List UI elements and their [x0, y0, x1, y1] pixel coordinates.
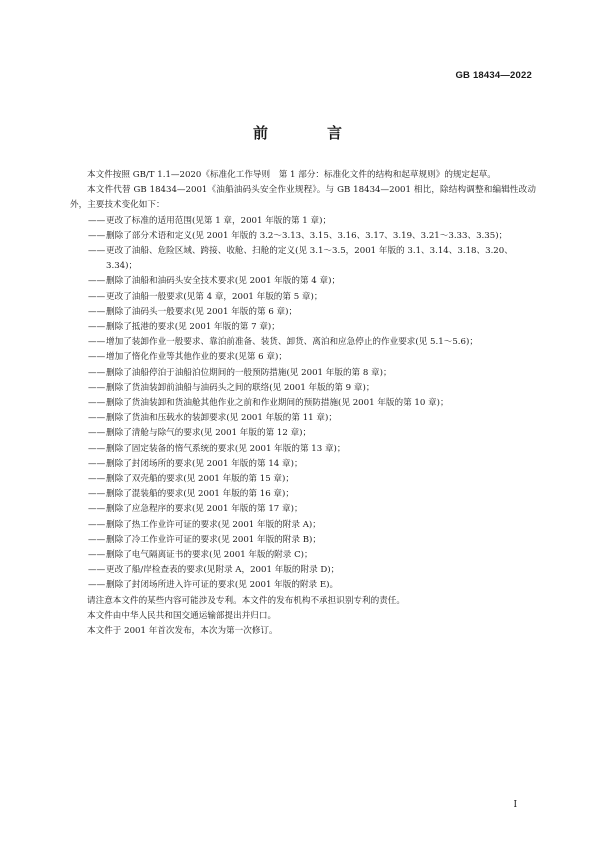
- list-dash: ——: [88, 367, 106, 378]
- list-item-text: 更改了船/岸检查表的要求(见附录 A，2001 年版的附录 D)；: [106, 565, 340, 576]
- list-dash: ——: [88, 398, 106, 409]
- list-dash: ——: [88, 276, 106, 287]
- list-item-text: 删除了封闭场所进入许可证的要求(见 2001 年版的附录 E)。: [106, 580, 339, 591]
- list-dash: ——: [88, 504, 106, 515]
- list-item: [70, 244, 536, 274]
- list-item: [70, 290, 536, 305]
- list-item-text: 删除了应急程序的要求(见 2001 年版的第 17 章)；: [106, 504, 303, 515]
- list-item-text: 删除了清舱与除气的要求(见 2001 年版的第 12 章)；: [106, 428, 312, 439]
- paragraph: 本文件由中华人民共和国交通运输部提出并归口。: [87, 610, 277, 621]
- list-item-text: 删除了货油装卸和货油舱其他作业之前和作业期间的预防措施(见 2001 年版的第 10 章)；: [106, 398, 449, 409]
- list-item-text: 删除了固定装备的惰气系统的要求(见 2001 年版的第 13 章)；: [106, 443, 346, 454]
- page-number: Ⅰ: [513, 800, 517, 810]
- intro-paragraphs: [70, 168, 536, 214]
- list-dash: ——: [88, 474, 106, 485]
- list-item: [70, 533, 536, 548]
- list-item: [70, 502, 536, 517]
- list-dash: ——: [88, 519, 106, 530]
- list-item: [70, 335, 536, 350]
- list-item: [70, 411, 536, 426]
- paragraph: 请注意本文件的某些内容可能涉及专利。本文件的发布机构不承担识别专利的责任。: [87, 595, 405, 606]
- closing-paragraphs: [70, 594, 536, 640]
- list-dash: ——: [88, 428, 106, 439]
- document-body: [70, 168, 536, 639]
- list-dash: ——: [88, 322, 106, 333]
- list-item-text: 删除了电气隔离证书的要求(见 2001 年版的附录 C)；: [106, 550, 313, 561]
- changes-list: [70, 214, 536, 594]
- standard-code: GB 18434—2022: [455, 70, 532, 81]
- list-item-text: 删除了抵港的要求(见 2001 年版的第 7 章)；: [106, 322, 280, 333]
- list-item-text: 增加了惰化作业等其他作业的要求(见第 6 章)；: [106, 352, 287, 363]
- list-item-text: 删除了部分术语和定义(见 2001 年版的 3.2～3.13、3.15、3.16、3.17、3.19、3.21～3.33、3.35)；: [106, 230, 508, 241]
- list-item: [70, 350, 536, 365]
- paragraph: 本文件按照 GB/T 1.1—2020《标准化工作导则 第 1 部分：标准化文件的结构和起草规则》的规定起草。: [87, 170, 496, 180]
- list-item-text: 删除了冷工作业许可证的要求(见 2001 年版的附录 B)；: [106, 534, 321, 545]
- list-item-text: 删除了货油和压载水的装卸要求(见 2001 年版的第 11 章)；: [106, 413, 337, 424]
- list-item: [70, 472, 536, 487]
- list-item-text: 删除了货油装卸前油船与油码头之间的联络(见 2001 年版的第 9 章)；: [106, 382, 375, 393]
- list-item-text: 删除了油船停泊于油船泊位期间的一般预防措施(见 2001 年版的第 8 章)；: [106, 367, 392, 378]
- list-dash: ——: [88, 306, 106, 317]
- list-item: [70, 320, 536, 335]
- list-dash: ——: [88, 382, 106, 393]
- list-dash: ——: [88, 458, 106, 469]
- list-item-text: 更改了标准的适用范围(见第 1 章，2001 年版的第 1 章)；: [106, 215, 332, 226]
- list-dash: ——: [88, 352, 106, 363]
- paragraph: 本文件代替 GB 18434—2001《油船油码头安全作业规程》。与 GB 18434—2001 相比，除结构调整和编辑性改动外，主要技术变化如下：: [70, 185, 536, 211]
- list-item: [70, 366, 536, 381]
- list-dash: ——: [88, 550, 106, 561]
- list-dash: ——: [88, 443, 106, 454]
- list-dash: ——: [88, 291, 106, 302]
- list-item-text: 更改了油船一般要求(见第 4 章，2001 年版的第 5 章)；: [106, 291, 323, 302]
- list-item: [70, 442, 536, 457]
- list-dash: ——: [88, 565, 106, 576]
- list-item: [70, 518, 536, 533]
- list-item: [70, 548, 536, 563]
- list-dash: ——: [88, 337, 106, 348]
- list-item-text: 更改了油船、危险区域、跨接、收舱、扫舱的定义(见 3.1～3.5，2001 年版的 3.1、3.14、3.18、3.20、3.34)；: [106, 246, 513, 272]
- list-item: [70, 578, 536, 593]
- list-item-text: 删除了油船和油码头安全技术要求(见 2001 年版的第 4 章)；: [106, 276, 341, 287]
- list-item: [70, 305, 536, 320]
- list-item: [70, 487, 536, 502]
- list-item: [70, 563, 536, 578]
- list-dash: ——: [88, 230, 106, 241]
- list-item: [70, 396, 536, 411]
- list-item: [70, 214, 536, 229]
- list-item-text: 删除了封闭场所的要求(见 2001 年版的第 14 章)；: [106, 458, 303, 469]
- list-dash: ——: [88, 534, 106, 545]
- list-item: [70, 457, 536, 472]
- list-item: [70, 381, 536, 396]
- list-item: [70, 426, 536, 441]
- list-dash: ——: [88, 413, 106, 424]
- list-dash: ——: [88, 580, 106, 591]
- list-dash: ——: [88, 215, 106, 226]
- paragraph: 本文件于 2001 年首次发布，本次为第一次修订。: [87, 626, 278, 637]
- list-item-text: 删除了热工作业许可证的要求(见 2001 年版的附录 A)；: [106, 519, 321, 530]
- list-item: [70, 274, 536, 289]
- list-item-text: 删除了油码头一般要求(见 2001 年版的第 6 章)；: [106, 306, 298, 317]
- list-item: [70, 229, 536, 244]
- list-item-text: 删除了混装船的要求(见 2001 年版的第 16 章)；: [106, 489, 294, 500]
- list-item-text: 增加了装卸作业一般要求、靠泊前准备、装货、卸货、离泊和应急停止的作业要求(见 5.1～5.6)；: [106, 337, 478, 348]
- list-dash: ——: [88, 246, 106, 257]
- page-title: 前 言: [252, 124, 364, 142]
- list-item-text: 删除了双壳船的要求(见 2001 年版的第 15 章)；: [106, 474, 294, 485]
- list-dash: ——: [88, 489, 106, 500]
